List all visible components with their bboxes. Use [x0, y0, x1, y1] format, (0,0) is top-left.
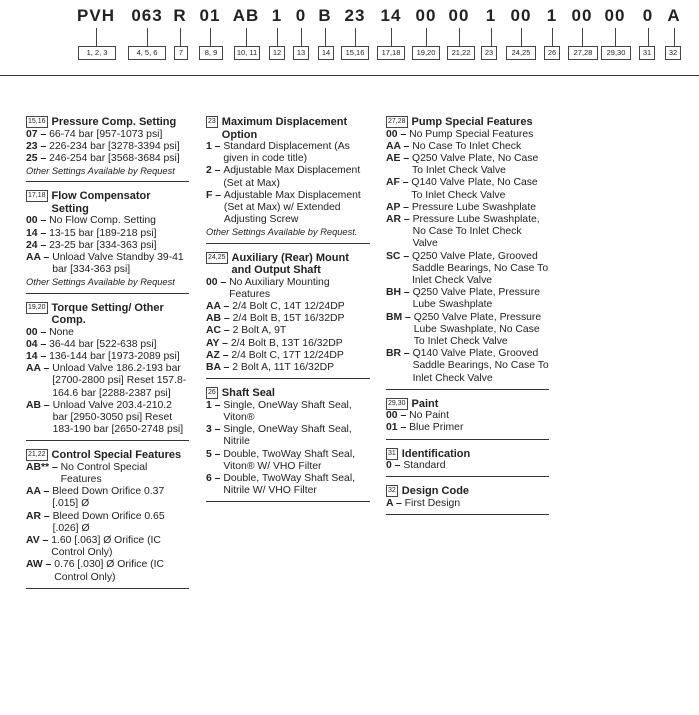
option-entry [206, 277, 370, 301]
option-description: Double, TwoWay Shaft Seal, Nitrile W/ VHO Filter [223, 472, 356, 497]
option-description: Bleed Down Orifice 0.65 [.026] Ø [52, 510, 165, 534]
code-connector [210, 28, 211, 46]
code-segment: 00 [448, 6, 470, 25]
option-entry [26, 129, 189, 141]
section-divider [206, 501, 370, 502]
option-entry [386, 141, 549, 153]
option-code: 2 – [206, 165, 224, 177]
option-description: Q250 Valve Plate, No Case To Inlet Check Valve [412, 152, 539, 177]
code-position-box: 27,28 [568, 46, 598, 60]
section-divider [206, 378, 370, 379]
section-divider [386, 514, 549, 515]
option-code: AA – [26, 363, 53, 375]
code-connector [674, 28, 675, 46]
option-code: BM – [386, 311, 414, 323]
option-entry [26, 535, 189, 559]
option-code: AZ – [206, 349, 232, 361]
code-section [386, 485, 549, 515]
position-number: 27,28 [386, 116, 408, 128]
position-number: 19,20 [26, 302, 48, 314]
option-entry [386, 129, 549, 141]
code-position-box: 7 [174, 46, 188, 60]
option-code: AC – [206, 325, 233, 337]
code-connector [648, 28, 649, 46]
code-position-box: 26 [544, 46, 560, 60]
option-code: 24 – [26, 239, 50, 251]
option-description: 66-74 bar [957-1073 psi] [49, 128, 163, 140]
model-code-row [0, 0, 699, 75]
option-entry [26, 462, 189, 486]
option-code: AA – [26, 251, 53, 263]
option-description: Pressure Lube Swashplate [411, 201, 536, 213]
code-position-box: 8, 9 [199, 46, 223, 60]
code-connector [355, 28, 356, 46]
option-entry [26, 511, 189, 535]
option-description: No Auxiliary Mounting Features [229, 276, 330, 300]
code-segment: 0 [295, 6, 307, 25]
section-title: Paint [411, 397, 439, 410]
option-entry [206, 313, 370, 325]
code-connector [426, 28, 427, 46]
section-divider [26, 181, 189, 182]
option-code: AY – [206, 337, 231, 349]
code-position-box: 12 [269, 46, 285, 60]
section-title: Design Code [401, 485, 470, 498]
option-code: 5 – [206, 448, 224, 460]
option-code: 1 – [206, 399, 224, 411]
option-entry [26, 228, 189, 240]
option-code: BA – [206, 362, 233, 374]
section-title: Maximum Displacement Option [221, 116, 348, 141]
code-connector [491, 28, 492, 46]
option-description: None [49, 326, 74, 338]
position-number: 15,16 [26, 116, 48, 128]
code-segment: 14 [380, 6, 402, 25]
code-segment: PVH [77, 6, 115, 25]
option-code: 04 – [26, 338, 50, 350]
option-description: 2 Bolt A, 9T [232, 325, 287, 337]
position-number: 17,18 [26, 190, 48, 202]
option-description: Double, TwoWay Shaft Seal, Viton® W/ VHO Filter [223, 448, 356, 472]
option-entry [386, 410, 549, 422]
option-code: 01 – [386, 422, 410, 434]
option-description: 36-44 bar [522-638 psi] [49, 338, 157, 350]
option-description: Q250 Valve Plate, Pressure Lube Swashplate, No Case To Inlet Check Valve [413, 311, 542, 347]
code-section [206, 387, 370, 502]
section-divider [26, 588, 189, 589]
option-code: BH – [386, 287, 413, 299]
option-entry [386, 251, 549, 288]
section-header [386, 398, 549, 411]
code-segment: B [318, 6, 332, 25]
option-entry [386, 348, 549, 385]
code-segment: R [173, 6, 187, 25]
option-code: 3 – [206, 424, 224, 436]
option-description: Adjustable Max Displacement (Set at Max) [223, 165, 361, 189]
code-position-box: 21,22 [447, 46, 475, 60]
section-title: Shaft Seal [221, 387, 275, 400]
code-connector [277, 28, 278, 46]
option-code: 14 – [26, 350, 50, 362]
code-section [386, 116, 549, 390]
option-description: 0.76 [.030] Ø Orifice (IC Control Only) [54, 559, 165, 583]
option-description: No Flow Comp. Setting [49, 215, 156, 227]
option-description: No Case To Inlet Check [412, 140, 522, 152]
option-entry [206, 473, 370, 497]
option-description: 226-234 bar [3278-3394 psi] [49, 140, 180, 152]
code-section [206, 116, 370, 244]
code-connector [521, 28, 522, 46]
option-code: AA – [26, 486, 53, 498]
code-segment: 01 [199, 6, 221, 25]
option-code: 00 – [206, 276, 230, 288]
option-description: Q250 Valve Plate, Grooved Saddle Bearings, No Case To Inlet Check Valve [412, 250, 549, 286]
code-segment: 0 [642, 6, 654, 25]
option-entry [386, 214, 549, 251]
section-note: Other Settings Available by Request [26, 166, 175, 177]
option-entry [26, 351, 189, 363]
option-code: 00 – [386, 410, 410, 422]
code-connector [96, 28, 97, 46]
option-entry [386, 177, 549, 201]
section-divider [26, 440, 189, 441]
code-segment: A [667, 6, 681, 25]
section-title: Pump Special Features [411, 116, 533, 128]
option-entry [206, 424, 370, 448]
option-code: SC – [386, 250, 412, 262]
option-description: Q250 Valve Plate, Pressure Lube Swashplate [412, 287, 541, 311]
option-description: Pressure Lube Swashplate, No Case To Inlet Check Valve [412, 213, 540, 250]
option-entry [26, 215, 189, 227]
position-number: 23 [206, 116, 218, 128]
section-note: Other Settings Available by Request [26, 277, 175, 288]
option-entry [206, 325, 370, 337]
option-description: 13-15 bar [189-218 psi] [49, 227, 157, 239]
section-title: Torque Setting/ Other Comp. [51, 301, 164, 327]
option-code: 00 – [386, 128, 410, 140]
option-code: 14 – [26, 227, 50, 239]
option-description: 2 Bolt A, 11T 16/32DP [232, 362, 335, 374]
option-code: AB – [26, 399, 53, 411]
option-description: Q140 Valve Plate, Grooved Saddle Bearings, No Case To Inlet Check Valve [412, 348, 549, 384]
code-segment: 1 [485, 6, 497, 25]
option-description: First Design [404, 497, 461, 509]
code-connector [147, 28, 148, 46]
code-segment: 00 [604, 6, 626, 25]
option-description: Unload Valve 186.2-193 bar [2700-2800 psi] Reset 157.8-164.6 bar [2288-2387 psi] [52, 363, 187, 399]
code-position-box: 32 [665, 46, 681, 60]
option-description: 246-254 bar [3568-3684 psi] [49, 152, 180, 164]
option-description: Q140 Valve Plate, No Case To Inlet Check Valve [411, 177, 538, 201]
code-section [26, 302, 189, 442]
code-connector [301, 28, 302, 46]
code-position-box: 23 [481, 46, 497, 60]
code-position-box: 15,16 [341, 46, 369, 60]
option-description: 2/4 Bolt C, 17T 12/24DP [231, 349, 344, 361]
code-position-box: 31 [639, 46, 655, 60]
option-entry [26, 141, 189, 153]
header-divider [0, 75, 699, 76]
option-entry [26, 363, 189, 400]
code-position-box: 19,20 [412, 46, 440, 60]
code-connector [180, 28, 181, 46]
code-segment: 00 [571, 6, 593, 25]
section-divider [206, 243, 370, 244]
code-position-box: 10, 11 [234, 46, 260, 60]
section-header [26, 190, 189, 215]
option-entry [206, 362, 370, 374]
option-entry [386, 153, 549, 177]
option-code: AP – [386, 201, 412, 213]
option-code: AB – [206, 313, 233, 325]
option-code: 00 – [26, 215, 50, 227]
option-description: 2/4 Bolt C, 14T 12/24DP [232, 301, 345, 313]
option-code: 6 – [206, 472, 224, 484]
section-header [206, 116, 370, 141]
option-entry [206, 301, 370, 313]
option-code: 23 – [26, 140, 50, 152]
option-description: Blue Primer [409, 422, 464, 434]
code-position-box: 24,25 [506, 46, 536, 60]
section-header [26, 302, 189, 327]
code-section [386, 448, 549, 478]
option-entry [206, 350, 370, 362]
option-description: Single, OneWay Shaft Seal, Nitrile [223, 424, 352, 448]
option-entry [386, 287, 549, 311]
option-code: AF – [386, 177, 412, 189]
code-connector [582, 28, 583, 46]
section-header [206, 387, 370, 400]
option-entry [26, 153, 189, 165]
option-entry [386, 460, 549, 472]
option-code: AE – [386, 152, 412, 164]
section-note: Other Settings Available by Request. [206, 227, 358, 238]
code-position-box: 17,18 [377, 46, 405, 60]
code-position-box: 14 [318, 46, 334, 60]
option-entry [26, 240, 189, 252]
code-segment: 23 [344, 6, 366, 25]
option-entry [26, 327, 189, 339]
section-header [386, 448, 549, 461]
option-code: BR – [386, 348, 413, 360]
section-divider [386, 389, 549, 390]
option-entry [386, 312, 549, 349]
option-description: Standard Displacement (As given in code title) [223, 141, 350, 165]
option-description: 23-25 bar [334-363 psi] [49, 239, 157, 251]
option-code: A – [386, 497, 405, 509]
code-segment: 1 [546, 6, 558, 25]
option-entry [206, 400, 370, 424]
option-description: Standard [403, 460, 446, 472]
option-entry [26, 400, 189, 437]
position-number: 31 [386, 448, 398, 460]
option-code: 1 – [206, 141, 224, 152]
option-entry [206, 165, 370, 189]
code-section [206, 252, 370, 380]
option-entry [26, 486, 189, 510]
option-entry [386, 498, 549, 510]
option-entry [26, 559, 189, 583]
option-code: AW – [26, 559, 55, 571]
option-description: Single, OneWay Shaft Seal, Viton® [223, 399, 352, 423]
option-description: No Paint [409, 410, 449, 422]
code-segment: AB [232, 6, 260, 25]
option-entry [206, 141, 370, 165]
option-entry [206, 190, 370, 227]
option-code: F – [206, 189, 224, 201]
section-header [26, 116, 189, 129]
code-connector [391, 28, 392, 46]
section-header [26, 449, 189, 462]
code-connector [615, 28, 616, 46]
option-description: 2/4 Bolt B, 13T 16/32DP [230, 337, 343, 349]
section-divider [386, 439, 549, 440]
code-position-box: 29,30 [601, 46, 631, 60]
code-segment: 063 [131, 6, 163, 25]
option-description: 136-144 bar [1973-2089 psi] [49, 350, 180, 362]
option-description: Unload Valve Standby 39-41 bar [334-363 psi] [52, 251, 184, 276]
code-section [26, 190, 189, 293]
option-description: Adjustable Max Displacement (Set at Max) w/ Extended Adjusting Screw [223, 189, 361, 226]
section-header [206, 252, 370, 277]
section-title: Auxiliary (Rear) Mount and Output Shaft [231, 251, 349, 277]
position-number: 21,22 [26, 449, 48, 461]
option-entry [386, 422, 549, 434]
column-2 [206, 116, 370, 510]
code-connector [246, 28, 247, 46]
option-code: AB** – [26, 461, 61, 473]
option-description: Bleed Down Orifice 0.37 [.015] Ø [52, 486, 165, 510]
option-code: 0 – [386, 460, 404, 472]
option-entry [206, 338, 370, 350]
option-code: AR – [26, 510, 53, 522]
option-code: 07 – [26, 128, 50, 140]
section-title: Control Special Features [51, 449, 182, 462]
option-code: AA – [386, 140, 413, 152]
option-entry [206, 449, 370, 473]
column-1 [26, 116, 189, 597]
option-code: AV – [26, 535, 52, 547]
position-number: 32 [386, 485, 398, 497]
column-3 [386, 116, 549, 523]
section-title: Flow Compensator Setting [51, 190, 151, 215]
option-description: Unload Valve 203.4-210.2 bar [2950-3050 psi] Reset 183-190 bar [2650-2748 psi] [52, 399, 184, 436]
section-header [386, 485, 549, 498]
option-code: AA – [206, 301, 233, 313]
code-connector [552, 28, 553, 46]
option-description: 2/4 Bolt B, 15T 16/32DP [232, 313, 345, 325]
option-description: No Pump Special Features [409, 128, 534, 140]
section-header [386, 116, 549, 129]
code-position-box: 1, 2, 3 [78, 46, 116, 60]
position-number: 24,25 [206, 252, 228, 264]
option-entry [26, 339, 189, 351]
code-section [26, 116, 189, 182]
code-connector [459, 28, 460, 46]
option-entry [386, 202, 549, 214]
section-title: Identification [401, 447, 471, 460]
section-title: Pressure Comp. Setting [51, 116, 177, 128]
code-segment: 00 [415, 6, 437, 25]
option-code: 25 – [26, 152, 50, 164]
code-section [26, 449, 189, 589]
code-position-box: 4, 5, 6 [128, 46, 166, 60]
option-code: AR – [386, 213, 413, 225]
position-number: 29,30 [386, 398, 408, 410]
position-number: 26 [206, 387, 218, 399]
option-entry [26, 252, 189, 276]
option-code: 00 – [26, 326, 50, 338]
section-divider [386, 476, 549, 477]
code-segment: 00 [510, 6, 532, 25]
code-position-box: 13 [293, 46, 309, 60]
section-divider [26, 293, 189, 294]
option-description: 1.60 [.063] Ø Orifice (IC Control Only) [51, 535, 161, 559]
code-connector [325, 28, 326, 46]
option-description: No Control Special Features [60, 461, 148, 486]
code-section [386, 398, 549, 440]
code-segment: 1 [271, 6, 283, 25]
